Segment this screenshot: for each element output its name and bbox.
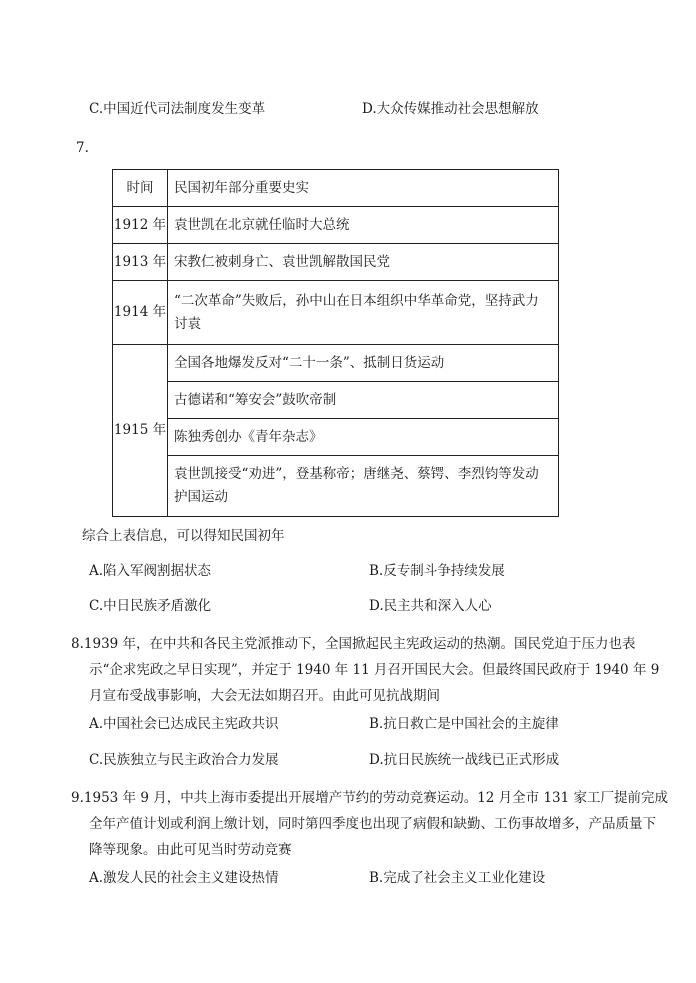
row-event: 全国各地爆发反对“二十一条”、抵制日货运动: [168, 345, 559, 382]
table-row: [113, 382, 559, 419]
q7-option-c: C.中日民族矛盾激化: [89, 598, 212, 614]
row-year: 1912 年: [113, 207, 168, 244]
row-event: “二次革命”失败后，孙中山在日本组织中华革命党，坚持武力讨袁: [168, 281, 559, 345]
q6-option-d: D.大众传媒推动社会思想解放: [362, 101, 539, 117]
header-facts: 民国初年部分重要史实: [168, 170, 559, 207]
q8-option-d: D.抗日民族统一战线已正式形成: [369, 752, 560, 768]
history-facts-table: [112, 169, 559, 517]
q8-stem: 1939 年，在中共和各民主党派推动下，全国掀起民主宪政运动的热潮。国民党迫于压力也表示“企求宪政之早日实现”，并定于 1940 年 11 月召开国民大会。但最终国民政府于 1940 年 9 月宣布受战事影响，大会无法如期召开。由此可见抗战期间: [83, 636, 660, 704]
q9-question: [71, 785, 669, 863]
table-row: [113, 207, 559, 244]
q7-option-a: A.陷入军阀割据状态: [89, 563, 212, 579]
q7-option-d: D.民主共和深入人心: [369, 598, 492, 614]
row-event: 袁世凯接受“劝进”，登基称帝；唐继尧、蔡锷、李烈钧等发动护国运动: [168, 456, 559, 517]
q8-option-c: C.民族独立与民主政治合力发展: [89, 752, 279, 768]
row-event: 古德诺和“筹安会”鼓吹帝制: [168, 382, 559, 419]
q9-option-b: B.完成了社会主义工业化建设: [369, 870, 546, 886]
q8-question: [71, 631, 669, 709]
q9-option-a: A.激发人民的社会主义建设热情: [89, 870, 279, 886]
row-event: 陈独秀创办《青年杂志》: [168, 419, 559, 456]
q7-option-b: B.反专制斗争持续发展: [369, 563, 505, 579]
q7-stem: 综合上表信息，可以得知民国初年: [82, 528, 285, 544]
q9-stem: 1953 年 9 月，中共上海市委提出开展增产节约的劳动竞赛运动。12 月全市 131 家工厂提前完成全年产值计划或利润上缴计划，同时第四季度也出现了病假和缺勤、工伤事故增多，产品质量下降等现象。由此可见当时劳动竞赛: [83, 790, 669, 858]
row-event: 宋教仁被刺身亡、袁世凯解散国民党: [168, 244, 559, 281]
table-header-row: [113, 170, 559, 207]
row-event: 袁世凯在北京就任临时大总统: [168, 207, 559, 244]
q8-option-a: A.中国社会已达成民主宪政共识: [89, 716, 279, 732]
row-year: 1914 年: [113, 281, 168, 345]
q8-number: 8.: [71, 636, 84, 652]
header-time: 时间: [113, 170, 168, 207]
q6-option-c: C.中国近代司法制度发生变革: [89, 101, 266, 117]
table-row: [113, 281, 559, 345]
table-row: [113, 345, 559, 382]
q7-number: 7.: [76, 140, 89, 156]
table-row: [113, 419, 559, 456]
table-row: [113, 456, 559, 517]
q9-number: 9.: [71, 790, 84, 806]
q8-option-b: B.抗日救亡是中国社会的主旋律: [369, 716, 559, 732]
row-year: 1913 年: [113, 244, 168, 281]
table-row: [113, 244, 559, 281]
row-year: 1915 年: [113, 345, 168, 517]
